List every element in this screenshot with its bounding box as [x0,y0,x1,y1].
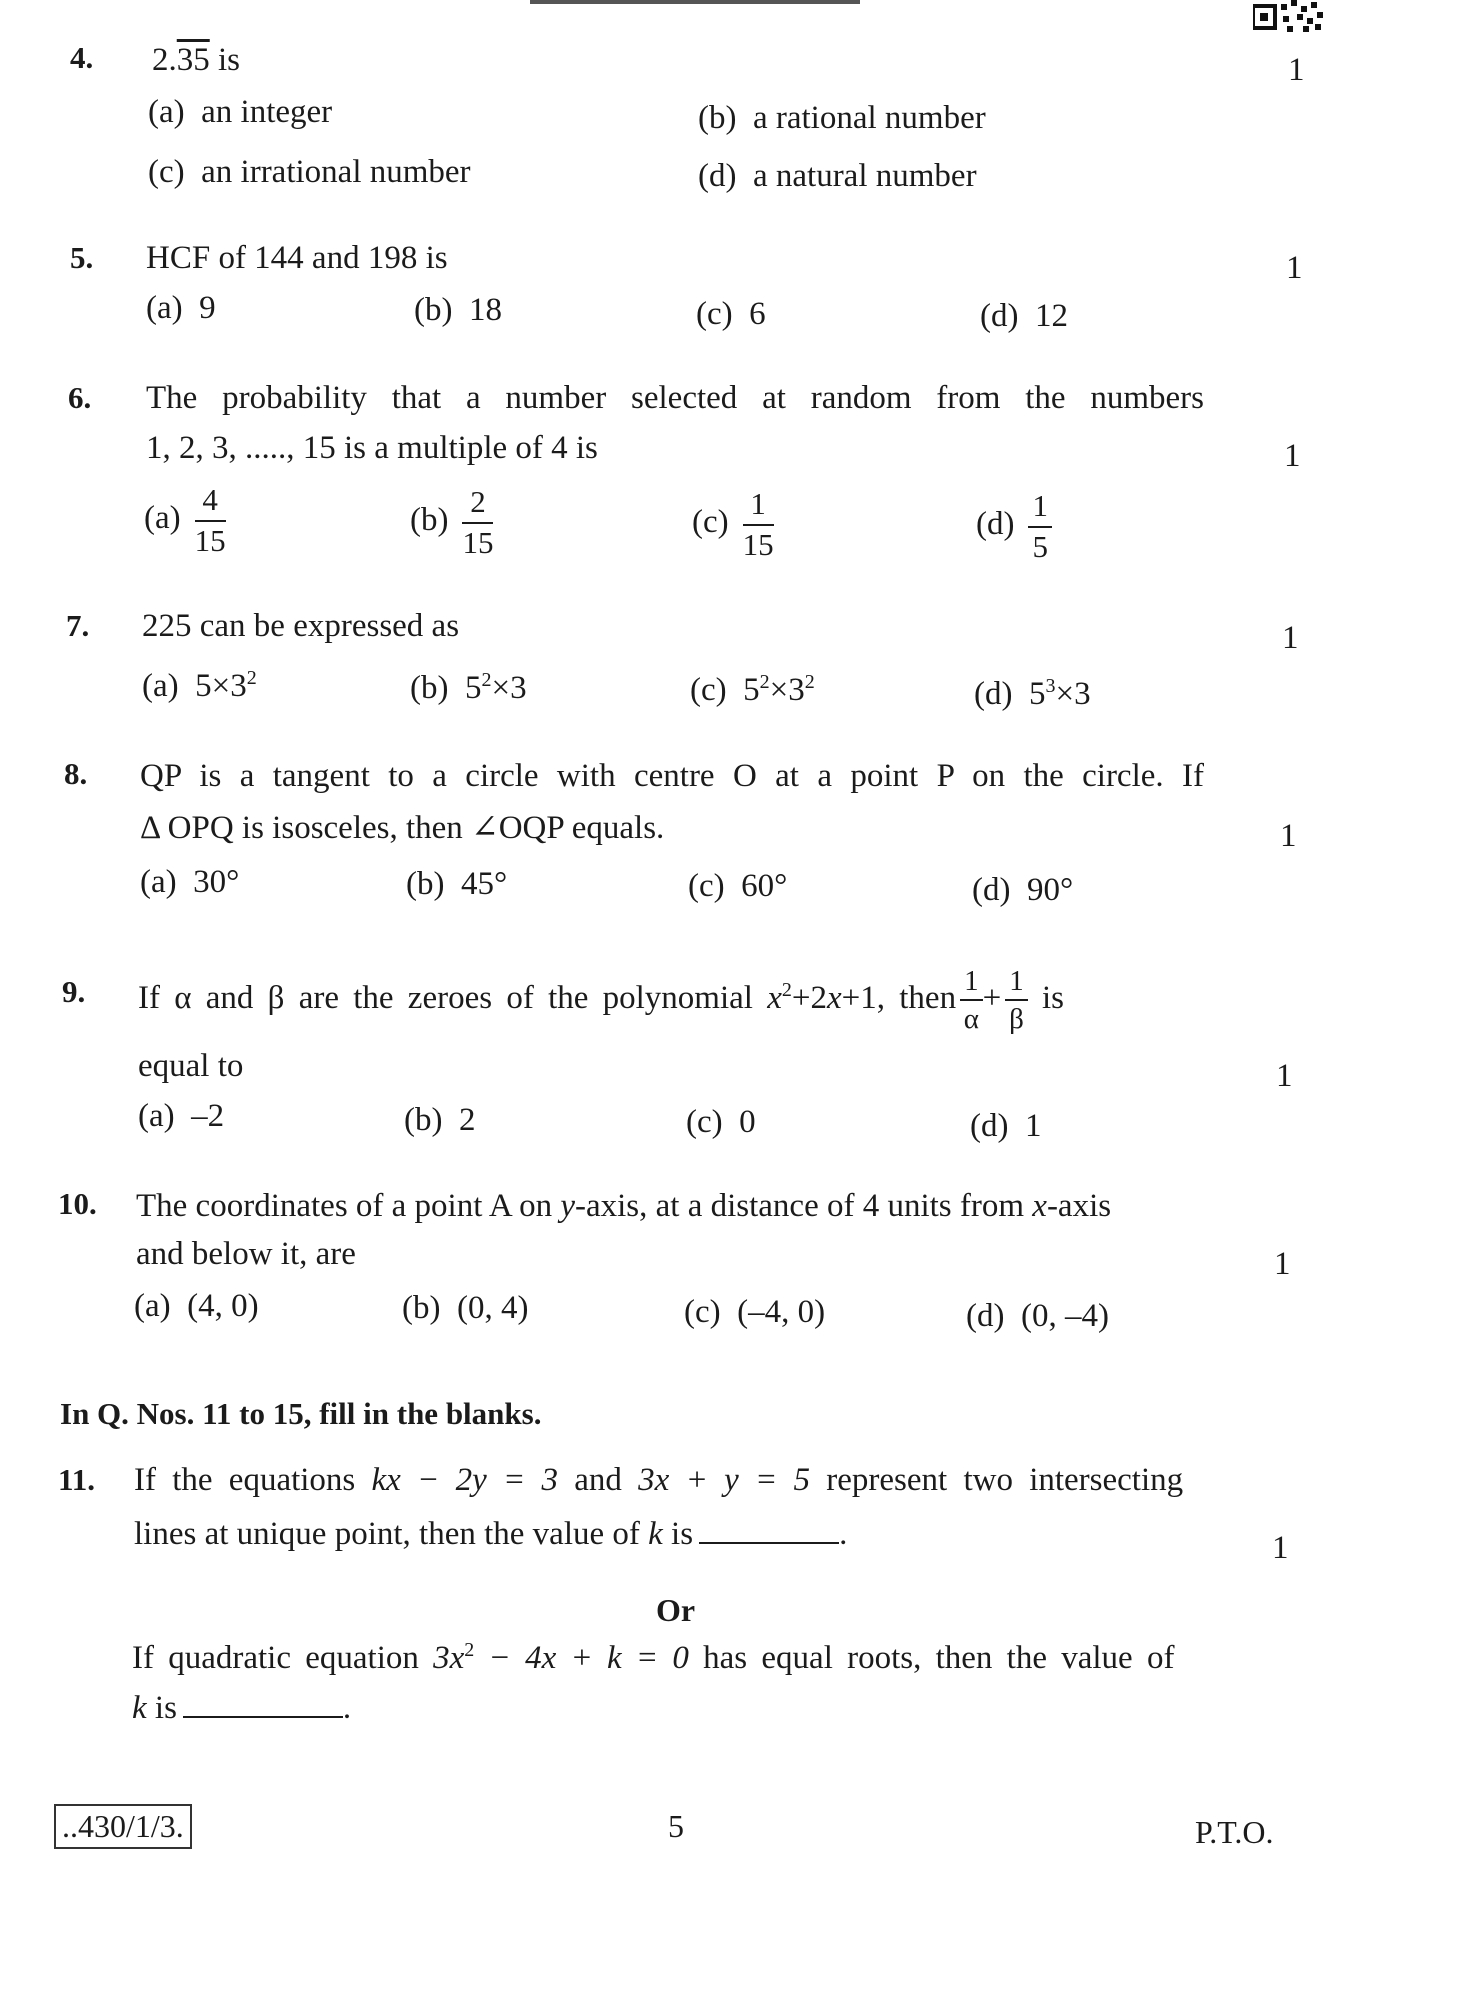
answer-blank [699,1542,839,1544]
question-number: 9. [62,974,86,1009]
option-a: (a) $\frac{4}{15}$ [144,482,226,558]
alternate-question-line-1: If quadratic equation $3x^2 - 4x + k = 0$ has equal roots, then the value of [132,1639,1175,1676]
question-text-line-1: If the equations kx − 2y = 3 and 3x + y = 5 represent two intersecting [134,1462,1184,1498]
fraction-one-over-beta: $\frac{1}{\beta}$ [1005,966,1028,1035]
option-d: (d) 1 [970,1108,1042,1144]
option-b: (b) $\frac{2}{15}$ [410,484,494,560]
option-d: (d) a natural number [698,158,977,194]
question-text: HCF of 144 and 198 is [146,240,448,276]
option-d: (d) $\frac{1}{5}$ [976,490,1052,563]
question-text: 225 can be expressed as [142,608,460,644]
option-c: (c) 0 [686,1104,756,1140]
section-heading: In Q. Nos. 11 to 15, fill in the blanks. [60,1396,542,1431]
paper-code: ..430/1/3. [54,1804,192,1849]
fraction: $\frac{1}{15}$ [742,486,774,562]
question-text-line-1: The probability that a number selected at random from the numbers [146,380,1204,416]
question-text-line-1: The coordinates of a point A on y-axis, at a distance of 4 units from x-axis [136,1188,1112,1224]
marks: 1 [1284,438,1301,474]
option-b: (b) (0, 4) [402,1290,529,1326]
page-number: 5 [668,1808,684,1844]
qr-code-icon [1253,0,1325,34]
option-c: (c) (–4, 0) [684,1294,826,1330]
question-text-line-2: and below it, are [136,1236,356,1272]
option-b: (b) $5^2\times 3$ [410,669,527,706]
option-d: (d) 90° [972,872,1074,908]
question-text-line-1: QP is a tangent to a circle with centre O at a point P on the circle. If [140,758,1204,794]
option-c: (c) an irrational number [148,154,471,190]
option-a: (a) –2 [138,1098,225,1134]
option-b: (b) 45° [406,866,508,902]
marks: 1 [1274,1246,1291,1282]
option-b: (b) a rational number [698,100,986,136]
question-number: 8. [64,756,88,791]
option-a: (a) $5\times 3^2$ [142,667,257,704]
marks: 1 [1280,818,1297,854]
option-b: (b) 2 [404,1102,476,1138]
question-number: 4. [70,40,94,75]
option-b: (b) 18 [414,292,502,328]
option-c: (c) 6 [696,296,766,332]
question-text-line-2: equal to [138,1048,244,1084]
fraction-one-over-alpha: $\frac{1}{\alpha}$ [960,966,983,1035]
marks: 1 [1276,1058,1293,1094]
question-number: 11. [58,1462,96,1497]
question-text: 2.35 is [152,42,241,78]
please-turn-over: P.T.O. [1195,1814,1274,1850]
option-c: (c) $\frac{1}{15}$ [692,486,774,562]
option-d: (d) 12 [980,298,1068,334]
fraction: $\frac{2}{15}$ [462,484,494,560]
option-a: (a) an integer [148,94,333,130]
question-text-line-2: 1, 2, 3, ....., 15 is a multiple of 4 is [146,430,598,466]
option-d: (d) $5^3\times 3$ [974,675,1091,712]
marks: 1 [1282,620,1299,656]
option-c: (c) $5^2\times 3^2$ [690,671,815,708]
option-a: (a) 9 [146,290,216,326]
option-a: (a) 30° [140,864,240,900]
question-number: 10. [58,1186,97,1221]
question-number: 7. [66,608,90,643]
question-text-line-2: Δ OPQ is isosceles, then ∠OQP equals. [140,810,665,846]
option-a: (a) (4, 0) [134,1288,259,1324]
fraction: $\frac{1}{5}$ [1028,490,1052,563]
alternate-question-line-2: k is . [132,1690,352,1726]
marks: 1 [1288,52,1305,88]
fraction: $\frac{4}{15}$ [194,482,226,558]
marks: 1 [1286,250,1303,286]
top-rule [530,0,860,4]
or-separator: Or [656,1592,696,1628]
question-number: 6. [68,380,92,415]
question-text-line-1: If α and β are the zeroes of the polynomial $x^2+2x+1$, then $\frac{1}{\alpha}$ + $\frac{1}{\beta}$ is [138,965,1064,1036]
answer-blank [183,1716,343,1718]
option-d: (d) (0, –4) [966,1298,1109,1334]
question-number: 5. [70,240,94,275]
option-c: (c) 60° [688,868,788,904]
marks: 1 [1272,1530,1289,1566]
question-text-line-2: lines at unique point, then the value of k is . [134,1516,848,1552]
